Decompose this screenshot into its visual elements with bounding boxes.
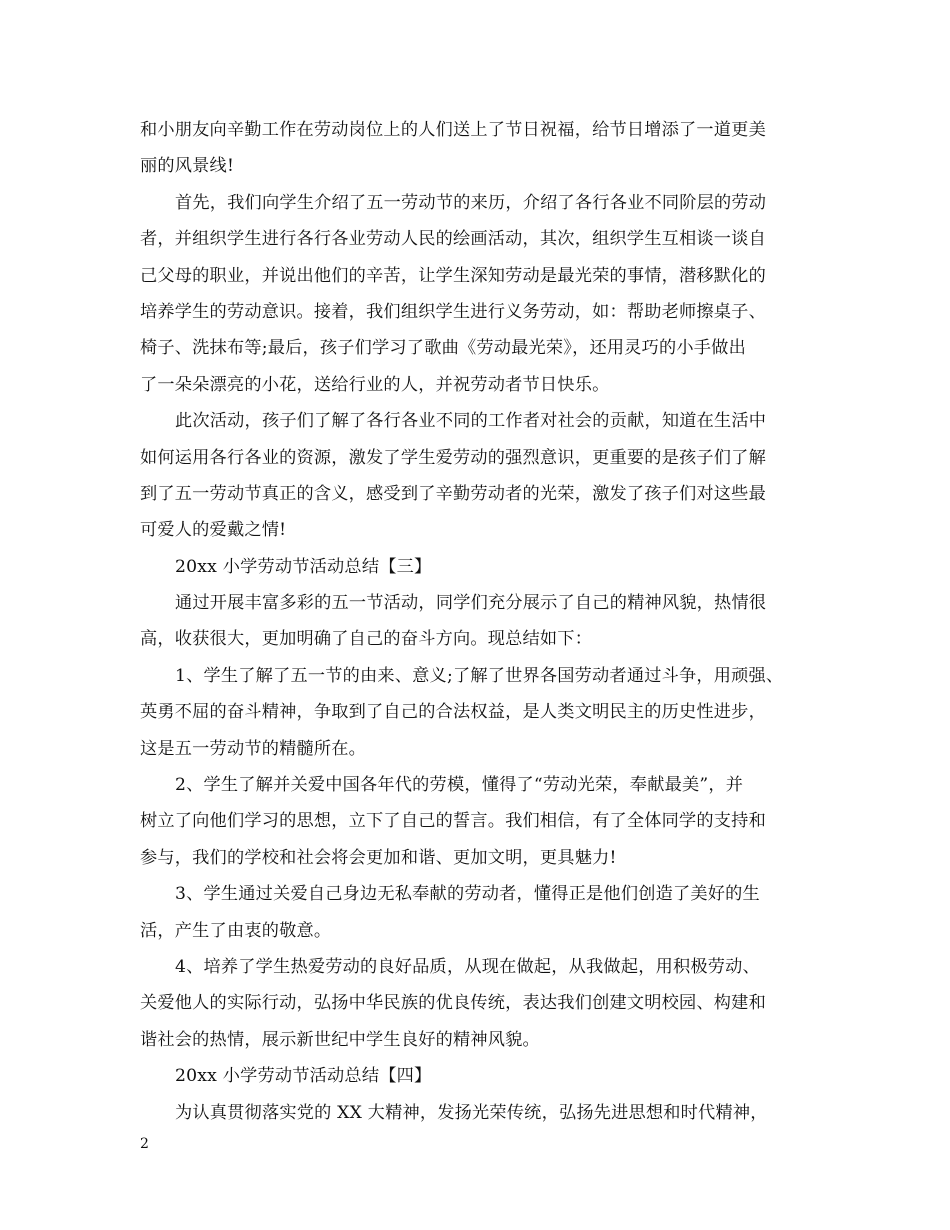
text-line: 20xx 小学劳动节活动总结【四】 — [175, 1066, 432, 1087]
text-line: 培养学生的劳动意识。接着，我们组织学生进行义务劳动，如：帮助老师擦桌子、 — [140, 301, 766, 322]
text-line: 为认真贯彻落实党的 XX 大精神，发扬光荣传统，弘扬先进思想和时代精神， — [175, 1102, 768, 1123]
text-line: 椅子、洗抹布等;最后，孩子们学习了歌曲《劳动最光荣》，还用灵巧的小手做出 — [140, 338, 746, 359]
text-line: 20xx 小学劳动节活动总结【三】 — [175, 556, 432, 577]
text-line: 参与，我们的学校和社会将会更加和谐、更加文明，更具魅力! — [140, 847, 617, 868]
text-line: 树立了向他们学习的思想，立下了自己的誓言。我们相信，有了全体同学的支持和 — [140, 811, 766, 832]
text-line: 2、学生了解并关爱中国各年代的劳模，懂得了“劳动光荣，奉献最美”，并 — [175, 775, 744, 796]
text-line: 和小朋友向辛勤工作在劳动岗位上的人们送上了节日祝福，给节日增添了一道更美 — [140, 120, 766, 140]
text-line: 丽的风景线! — [140, 156, 235, 177]
text-line: 关爱他人的实际行动，弘扬中华民族的优良传统，表达我们创建文明校园、构建和 — [140, 993, 766, 1014]
text-line: 谐社会的热情，展示新世纪中学生良好的精神风貌。 — [140, 1029, 540, 1050]
text-line: 如何运用各行各业的资源，激发了学生爱劳动的强烈意识，更重要的是孩子们了解 — [140, 447, 766, 468]
text-line: 通过开展丰富多彩的五一节活动，同学们充分展示了自己的精神风貌，热情很 — [175, 593, 767, 614]
document-body — [140, 112, 820, 1131]
text-line: 此次活动，孩子们了解了各行各业不同的工作者对社会的贡献，知道在生活中 — [175, 411, 767, 432]
text-line: 了一朵朵漂亮的小花，送给行业的人，并祝劳动者节日快乐。 — [140, 374, 610, 395]
text-line: 首先，我们向学生介绍了五一劳动节的来历，介绍了各行各业不同阶层的劳动 — [175, 192, 767, 213]
text-line: 4、培养了学生热爱劳动的良好品质，从现在做起，从我做起，用积极劳动、 — [175, 956, 760, 977]
text-line: 高，收获很大，更加明确了自己的奋斗方向。现总结如下： — [140, 629, 593, 650]
text-line: 到了五一劳动节真正的含义，感受到了辛勤劳动者的光荣，激发了孩子们对这些最 — [140, 483, 766, 504]
text-line: 这是五一劳动节的精髓所在。 — [140, 738, 367, 759]
text-line: 可爱人的爱戴之情! — [140, 520, 287, 541]
text-line: 1、学生了解了五一节的由来、意义;了解了世界各国劳动者通过斗争，用顽强、 — [175, 665, 784, 686]
text-line: 己父母的职业，并说出他们的辛苦，让学生深知劳动是最光荣的事情，潜移默化的 — [140, 265, 766, 286]
page-number: 2 — [140, 1136, 149, 1152]
text-line: 3、学生通过关爱自己身边无私奉献的劳动者，懂得正是他们创造了美好的生 — [175, 884, 760, 905]
text-line: 英勇不屈的奋斗精神，争取到了自己的合法权益，是人类文明民主的历史性进步， — [140, 702, 766, 723]
text-line: 活，产生了由衷的敬意。 — [140, 920, 332, 941]
text-line: 者，并组织学生进行各行各业劳动人民的绘画活动，其次，组织学生互相谈一谈自 — [140, 229, 766, 250]
